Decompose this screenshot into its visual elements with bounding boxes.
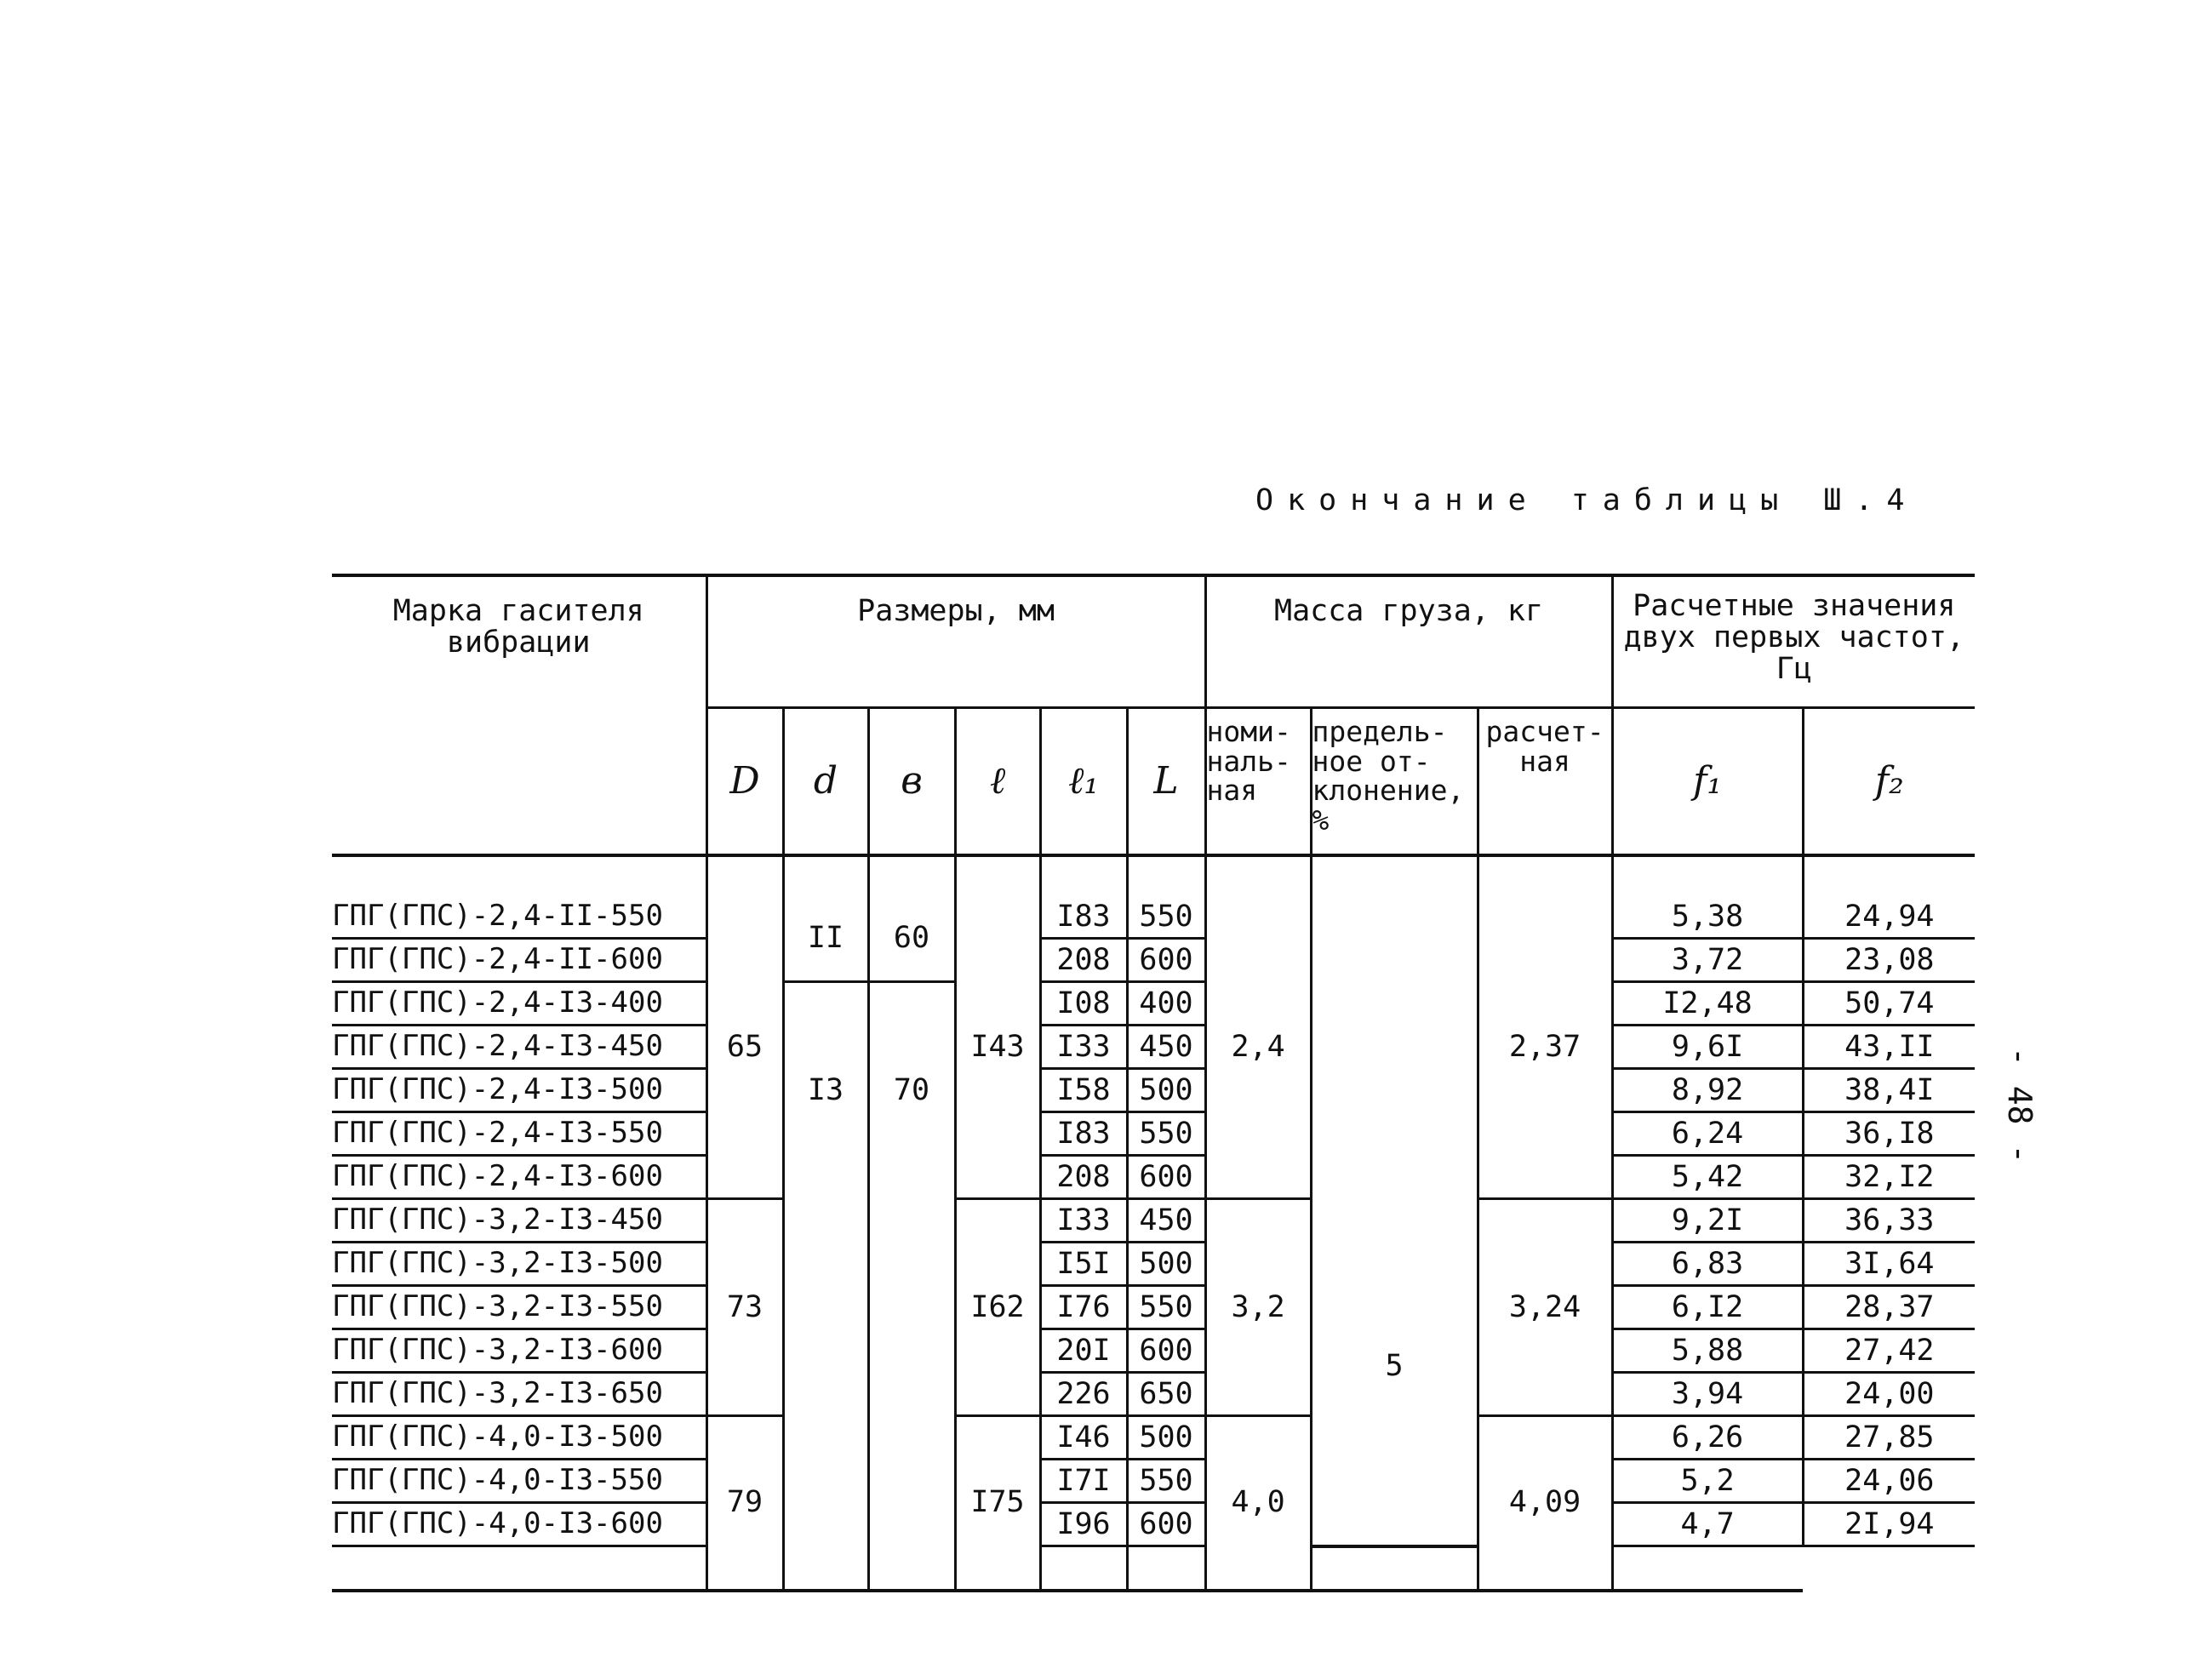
col-header-nominal: номи- наль- ная [1205,708,1311,856]
mark-cell: ГПГ(ГПС)-2,4-I3-550 [332,1112,706,1156]
nominal-group-3: 4,0 [1205,1416,1311,1591]
L-cell: 600 [1127,939,1205,982]
mark-cell: ГПГ(ГПС)-2,4-II-550 [332,896,706,939]
table-caption: Окончание таблицы Ш.4 [1255,483,1919,517]
d-group-2: I3 [783,982,868,1199]
spacer-cell [332,855,706,896]
nominal-group-1: 2,4 [1205,855,1311,1199]
f1-cell: 9,6I [1612,1026,1803,1069]
f1-cell: 6,26 [1612,1416,1803,1460]
D-group-3: 79 [706,1416,783,1591]
L-cell: 600 [1127,1503,1205,1546]
spacer-cell [1311,1546,1478,1591]
mark-cell: ГПГ(ГПС)-2,4-I3-500 [332,1069,706,1112]
spacer-cell [1127,855,1205,896]
l1-cell: I58 [1040,1069,1127,1112]
spacer-cell [1040,855,1127,896]
L-cell: 600 [1127,1329,1205,1373]
spacer-cell [1612,855,1803,896]
b-group-1: 60 [868,896,955,982]
f1-cell: 5,88 [1612,1329,1803,1373]
L-cell: 500 [1127,1416,1205,1460]
col-header-sizes: Размеры, мм [706,575,1205,708]
d-group-1: II [783,896,868,982]
l1-cell: I7I [1040,1460,1127,1503]
l1-cell: I83 [1040,896,1127,939]
l1-cell: I76 [1040,1286,1127,1329]
mark-cell: ГПГ(ГПС)-2,4-I3-450 [332,1026,706,1069]
l1-cell: 208 [1040,939,1127,982]
mark-cell: ГПГ(ГПС)-3,2-I3-600 [332,1329,706,1373]
b-continuation [868,1199,955,1591]
l-group-2: I62 [955,1199,1040,1416]
f1-cell: 5,2 [1612,1460,1803,1503]
D-group-1: 65 [706,855,783,1199]
f2-cell: 2I,94 [1803,1503,1975,1546]
l1-cell: I08 [1040,982,1127,1026]
col-header-frequencies: Расчетные значения двух первых частот, Гц [1612,575,1975,708]
l1-cell: I83 [1040,1112,1127,1156]
l1-cell: I5I [1040,1243,1127,1286]
mark-cell: ГПГ(ГПС)-3,2-I3-450 [332,1199,706,1243]
b-group-2: 70 [868,982,955,1199]
calc-group-3: 4,09 [1478,1416,1612,1591]
L-cell: 500 [1127,1069,1205,1112]
f2-cell: 27,42 [1803,1329,1975,1373]
page-number: - 48 - [2001,1047,2039,1164]
spacer-cell [1127,1546,1205,1591]
f1-cell: 8,92 [1612,1069,1803,1112]
f2-cell: 36,I8 [1803,1112,1975,1156]
f2-cell: 3I,64 [1803,1243,1975,1286]
col-header-d: d [783,708,868,856]
col-header-deviation: предель- ное от- клонение, % [1311,708,1478,856]
mark-cell: ГПГ(ГПС)-4,0-I3-550 [332,1460,706,1503]
spacer-cell [783,855,868,896]
spacer-cell [1040,1546,1127,1591]
f2-cell: 50,74 [1803,982,1975,1026]
f2-cell: 28,37 [1803,1286,1975,1329]
l1-cell: I46 [1040,1416,1127,1460]
calc-group-1: 2,37 [1478,855,1612,1199]
L-cell: 550 [1127,1286,1205,1329]
f2-cell: 23,08 [1803,939,1975,982]
f2-cell: 24,00 [1803,1373,1975,1416]
nominal-group-2: 3,2 [1205,1199,1311,1416]
f2-cell: 27,85 [1803,1416,1975,1460]
col-header-l1: ℓ₁ [1040,708,1127,856]
col-header-b: в [868,708,955,856]
l-group-3: I75 [955,1416,1040,1591]
L-cell: 650 [1127,1373,1205,1416]
col-header-D: D [706,708,783,856]
col-header-L: L [1127,708,1205,856]
mark-cell: ГПГ(ГПС)-4,0-I3-600 [332,1503,706,1546]
L-cell: 400 [1127,982,1205,1026]
f1-cell: 4,7 [1612,1503,1803,1546]
f1-cell: 3,94 [1612,1373,1803,1416]
l1-cell: 208 [1040,1156,1127,1199]
f2-cell: 24,94 [1803,896,1975,939]
f1-cell: I2,48 [1612,982,1803,1026]
L-cell: 500 [1127,1243,1205,1286]
spacer-cell [868,855,955,896]
col-header-l: ℓ [955,708,1040,856]
L-cell: 550 [1127,1460,1205,1503]
mark-cell: ГПГ(ГПС)-3,2-I3-500 [332,1243,706,1286]
col-header-calc: расчет- ная [1478,708,1612,856]
L-cell: 450 [1127,1026,1205,1069]
col-header-f2: f₂ [1803,708,1975,856]
l1-cell: 20I [1040,1329,1127,1373]
f1-cell: 6,I2 [1612,1286,1803,1329]
f1-cell: 9,2I [1612,1199,1803,1243]
mark-cell: ГПГ(ГПС)-2,4-I3-600 [332,1156,706,1199]
f1-cell: 5,42 [1612,1156,1803,1199]
spacer-cell [1612,1546,1803,1591]
L-cell: 550 [1127,896,1205,939]
f1-cell: 6,83 [1612,1243,1803,1286]
mark-cell: ГПГ(ГПС)-4,0-I3-500 [332,1416,706,1460]
col-header-mark: Марка гасителя вибрации [332,575,706,855]
calc-group-2: 3,24 [1478,1199,1612,1416]
f1-cell: 5,38 [1612,896,1803,939]
L-cell: 600 [1127,1156,1205,1199]
f2-cell: 43,II [1803,1026,1975,1069]
spacer-cell [1803,855,1975,896]
mark-cell: ГПГ(ГПС)-2,4-II-600 [332,939,706,982]
f2-cell: 24,06 [1803,1460,1975,1503]
f1-cell: 3,72 [1612,939,1803,982]
L-cell: 450 [1127,1199,1205,1243]
col-header-f1: f₁ [1612,708,1803,856]
l1-cell: I96 [1040,1503,1127,1546]
f2-cell: 32,I2 [1803,1156,1975,1199]
l1-cell: 226 [1040,1373,1127,1416]
l-group-1: I43 [955,855,1040,1199]
f2-cell: 36,33 [1803,1199,1975,1243]
d-continuation [783,1199,868,1591]
spacer-cell [332,1546,706,1591]
L-cell: 550 [1127,1112,1205,1156]
l1-cell: I33 [1040,1199,1127,1243]
mark-cell: ГПГ(ГПС)-3,2-I3-650 [332,1373,706,1416]
f1-cell: 6,24 [1612,1112,1803,1156]
D-group-2: 73 [706,1199,783,1416]
vibration-damper-table [332,574,1975,1592]
mark-cell: ГПГ(ГПС)-3,2-I3-550 [332,1286,706,1329]
l1-cell: I33 [1040,1026,1127,1069]
f2-cell: 38,4I [1803,1069,1975,1112]
deviation-value: 5 [1311,855,1478,1546]
col-header-mass: Масса груза, кг [1205,575,1612,708]
mark-cell: ГПГ(ГПС)-2,4-I3-400 [332,982,706,1026]
